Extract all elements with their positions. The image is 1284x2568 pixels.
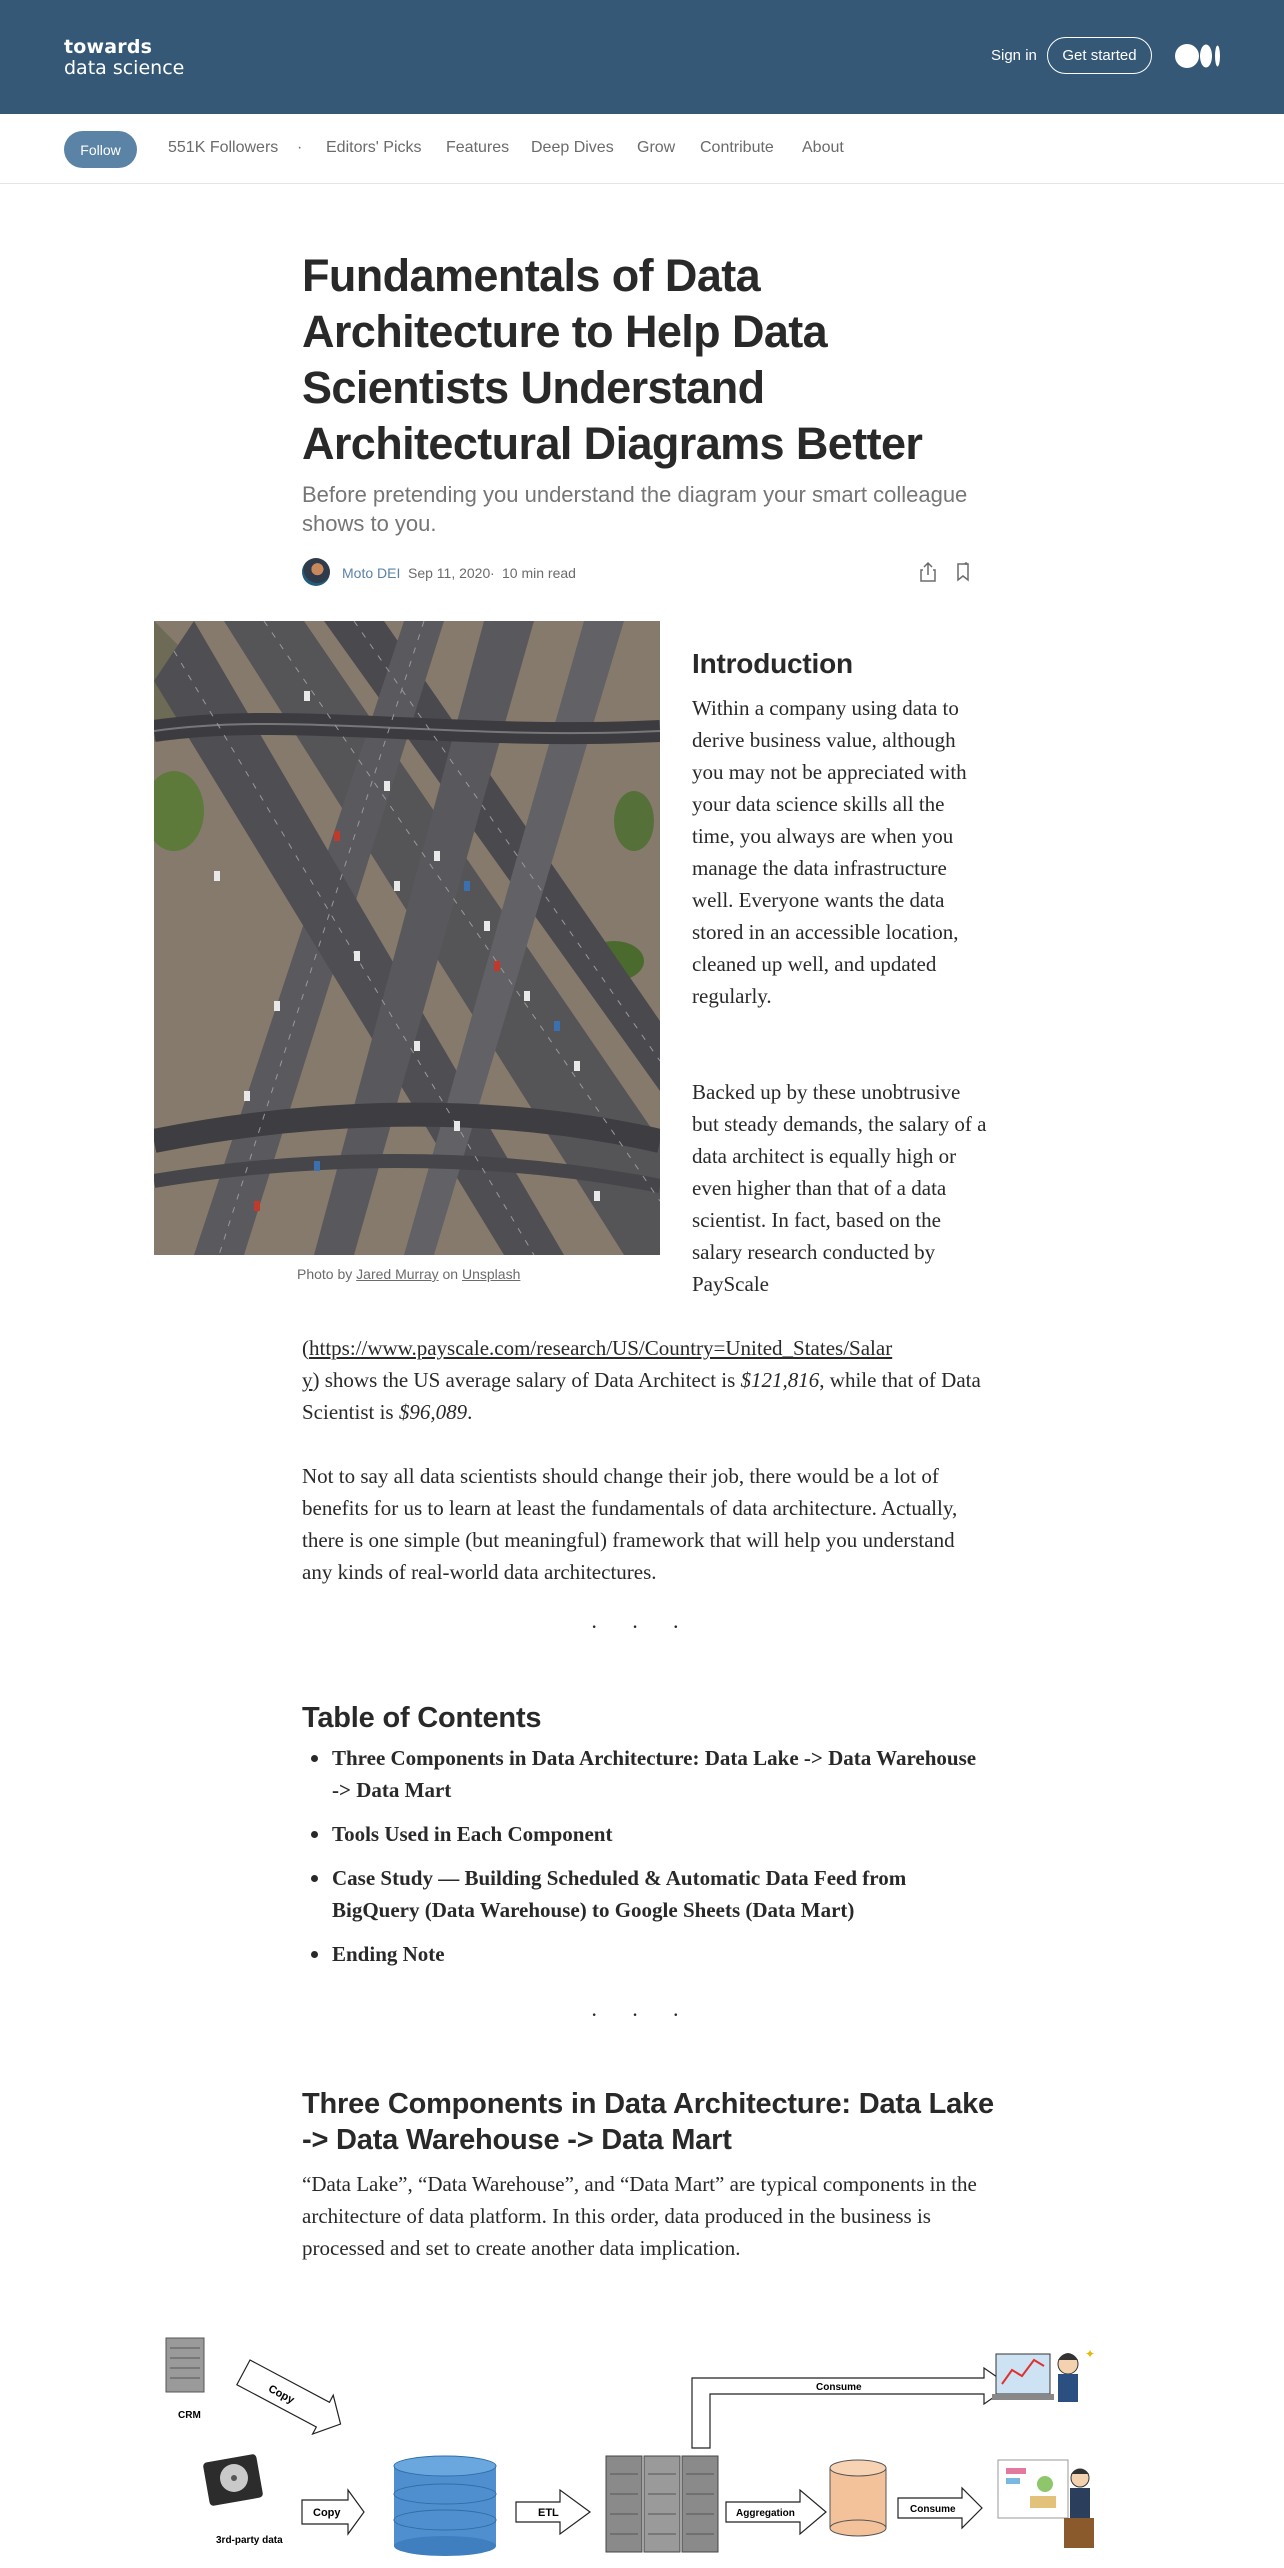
follow-button[interactable]: Follow [64,131,137,168]
section-separator: · · · [590,1614,694,1639]
payscale-link-tail[interactable]: y [302,1368,313,1392]
copy-label-2: Copy [313,2507,341,2519]
bookmark-icon[interactable] [952,561,974,583]
logo-line-1: towards [64,36,153,58]
photographer-link[interactable]: Jared Murray [356,1266,439,1282]
towards-data-science-logo[interactable] [64,38,184,78]
intro-paragraph-2-side: Backed up by these unobtrusive but steady demands, the salary of a data architect is equally high or even higher than that of a data scientist. In fact, based on the salary research conducted by PayScale [692,1080,987,1296]
etl-arrow [516,2490,590,2534]
nav-item-contribute[interactable]: Contribute [700,139,774,156]
consume-label: Consume [910,2504,956,2515]
aggregation-arrow [726,2490,826,2534]
toc-heading: Table of Contents [302,1702,542,1734]
copy-label: Copy [266,2382,297,2407]
share-icon[interactable] [917,561,939,583]
copy-arrow-diagonal [233,2353,351,2443]
architect-salary: $121,816 [740,1368,820,1392]
toc-item: Ending Note [302,1938,982,1970]
nav-item-editors-picks[interactable]: Editors' Picks [326,139,422,156]
nav-item-grow[interactable]: Grow [637,139,676,156]
toc-item: Three Components in Data Architecture: Data Lake -> Data Warehouse -> Data Mart [302,1742,982,1806]
site-header [0,0,1284,114]
section-paragraph: “Data Lake”, “Data Warehouse”, and “Data Mart” are typical components in the architecture of data platform. In this order, data produced in the business is processed and set to create another data implication. [302,2172,977,2260]
byline-separator: · [490,565,495,581]
presenter-icon [998,2460,1094,2548]
data-warehouse-icon [606,2456,718,2552]
highway-aerial-photo [154,621,660,1255]
caption-prefix: Photo by [297,1266,353,1282]
scientist-salary: $96,089 [398,1400,468,1424]
intro-paragraph-2-full [302,1332,982,1428]
crm-label: CRM [178,2410,201,2421]
sentence-end: . [467,1400,473,1424]
paren-open: ( [302,1336,309,1360]
aggregation-label: Aggregation [736,2508,795,2519]
section-heading: Three Components in Data Architecture: Data Lake -> Data Warehouse -> Data Mart [302,2088,994,2156]
etl-label: ETL [538,2507,559,2519]
salary-sentence-2: , while that of Data Scientist is [302,1368,981,1424]
medium-logo-icon[interactable] [1175,44,1221,68]
intro-paragraph-1: Within a company using data to derive business value, although you may not be appreciated with your data science skills all the time, you always are when you manage the data infrastructure well. Everyone wants the data stored in an accessible location, cleaned up well, and updated regularly. [692,696,967,1008]
introduction-heading: Introduction [692,648,853,679]
hard-disk-icon [203,2454,264,2507]
consume-label-2: Consume [816,2382,862,2393]
consume-arrow-lower [898,2488,982,2528]
nav-item-features[interactable]: Features [446,139,510,156]
copy-arrow [302,2490,364,2534]
svg-text:✦: ✦ [1085,2347,1096,2361]
author-name[interactable]: Moto DEI [342,565,401,581]
consume-arrow-upper [692,2368,1010,2448]
publish-date: Sep 11, 2020 [408,565,491,581]
photo-caption [297,1266,520,1282]
article-subtitle: Before pretending you understand the diagram your smart colleague shows to you. [302,482,968,536]
author-avatar[interactable] [302,558,330,586]
followers-count[interactable]: 551K Followers [168,139,279,156]
payscale-link[interactable]: https://www.payscale.com/research/US/Country=United_States/Salar [309,1336,893,1360]
read-time: 10 min read [502,565,576,581]
toc-item: Tools Used in Each Component [302,1818,982,1850]
caption-middle: on [442,1266,459,1282]
nav-item-about[interactable]: About [802,139,844,156]
toc-item: Case Study — Building Scheduled & Automatic Data Feed from BigQuery (Data Warehouse) to Google Sheets (Data Mart) [302,1862,982,1926]
data-lake-cylinder [394,2456,496,2556]
byline [302,558,982,588]
table-of-contents [302,1742,982,1982]
article-title: Fundamentals of Data Architecture to Help Data Scientists Understand Architectural Diagrams Better [302,250,923,469]
analyst-at-computer-icon [992,2347,1095,2402]
salary-sentence: ) shows the US average salary of Data Architect is [312,1368,741,1392]
data-mart-cylinder [830,2460,886,2536]
get-started-button[interactable]: Get started [1047,37,1152,74]
publication-nav [0,114,1284,184]
sign-in-link[interactable]: Sign in [991,47,1037,64]
nav-separator: · [297,139,303,156]
unsplash-link[interactable]: Unsplash [461,1266,521,1282]
third-party-label: 3rd-party data [216,2535,283,2546]
section-separator: · · · [590,2002,694,2027]
nav-item-deep-dives[interactable]: Deep Dives [531,139,614,156]
intro-paragraph-3: Not to say all data scientists should change their job, there would be a lot of benefits for us to learn at least the fundamentals of data architecture. Actually, there is one simple (but meaningful) framework that will help you understand any kinds of real-world data architectures. [302,1464,958,1584]
crm-server-icon [166,2338,204,2392]
logo-line-2: data science [64,57,185,79]
data-architecture-diagram [150,2318,1130,2568]
